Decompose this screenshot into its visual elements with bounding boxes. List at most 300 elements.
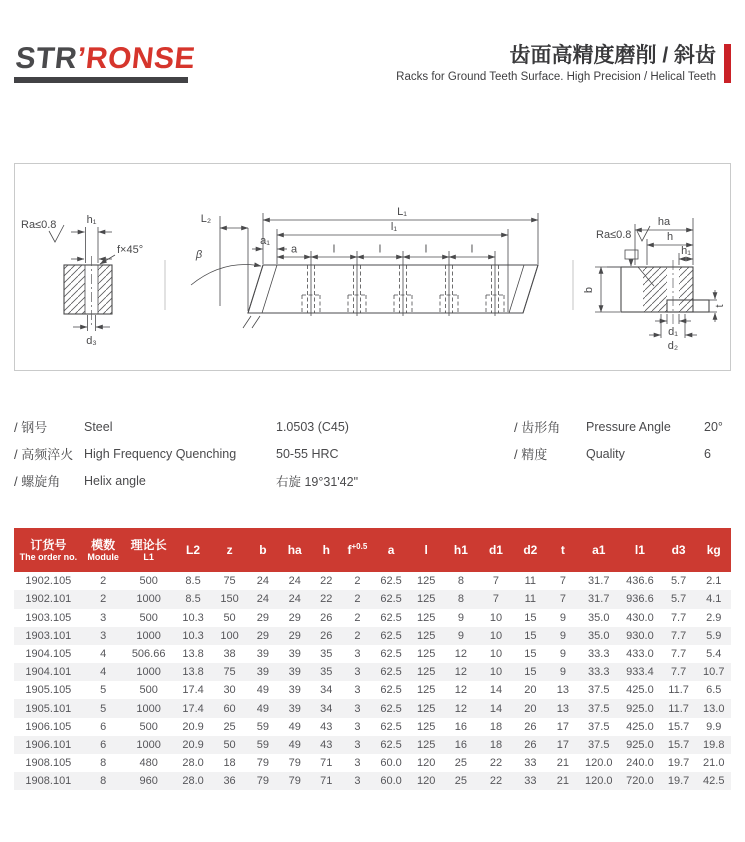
column-header: h [310, 528, 342, 572]
table-cell: 60.0 [380, 757, 402, 770]
table-cell: 7.7 [670, 611, 687, 624]
dim-label-a: a [290, 243, 298, 256]
table-cell: 18 [489, 738, 503, 751]
column-header: $f^{+0.5}$ [342, 528, 373, 572]
spec-row-quenching [14, 440, 514, 467]
dim-label-l: l [424, 243, 428, 256]
table-cell: 3 [354, 775, 361, 788]
table-cell: 79 [256, 757, 269, 770]
table-cell: 8 [100, 757, 107, 770]
table-cell: 7 [492, 593, 500, 606]
table-cell: 7.7 [670, 666, 687, 679]
table-cell: 125 [416, 738, 436, 751]
page-title-cn: 齿面高精度磨削 / 斜齿 [509, 44, 716, 67]
table-row [14, 645, 731, 663]
table-cell: 13.8 [182, 647, 204, 660]
title-block [396, 44, 731, 83]
technical-drawing [15, 164, 732, 370]
table-cell: 100 [220, 629, 239, 642]
table-cell: 506.66 [131, 647, 166, 660]
dim-label-a1: a₁ [260, 235, 270, 248]
table-cell: 20 [524, 702, 537, 715]
table-cell: 1905.105 [25, 684, 72, 697]
spec-label-cn: / 精度 [514, 447, 548, 463]
table-cell: 15.7 [667, 738, 690, 751]
column-header: z [212, 528, 246, 572]
table-cell: 480 [139, 757, 158, 770]
table-cell: 21 [556, 775, 570, 788]
table-cell: 10 [489, 647, 503, 660]
column-header: L2 [174, 528, 213, 572]
roughness-icon [637, 226, 650, 241]
table-cell: 24 [256, 575, 269, 588]
spec-label-cn: / 齿形角 [514, 420, 561, 436]
table-cell: 12 [454, 666, 467, 679]
table-cell: 35 [320, 666, 333, 679]
table-cell: 22 [489, 757, 503, 770]
table-cell: 21 [556, 757, 570, 770]
table-cell: 125 [416, 593, 436, 606]
table-cell: 59 [256, 738, 269, 751]
table-cell: 28.0 [182, 775, 204, 788]
table-cell: 18 [223, 757, 236, 770]
table-cell: 11.7 [668, 684, 689, 697]
spec-label-en: Helix angle [84, 473, 146, 488]
table-cell: 9 [559, 629, 566, 642]
table-cell: 17.4 [182, 684, 204, 697]
table-cell: 12 [454, 647, 467, 660]
table-cell: 125 [416, 720, 436, 733]
table-cell: 936.6 [626, 593, 654, 606]
table-cell: 3 [354, 720, 361, 733]
table-cell: 430.0 [626, 611, 654, 624]
table-cell: 3 [354, 684, 361, 697]
column-header: ha [279, 528, 311, 572]
table-cell: 31.7 [588, 593, 610, 606]
spec-label-cn: / 螺旋角 [14, 474, 61, 490]
right-section-view [583, 216, 726, 352]
table-cell: 42.5 [703, 775, 725, 788]
accent-bar [724, 44, 731, 83]
table-cell: 71 [320, 775, 333, 788]
chamfer-label: f×45° [117, 244, 144, 257]
spec-value: 1.0503 (C45) [276, 419, 349, 434]
table-cell: 6.5 [706, 684, 722, 697]
table-cell: 1903.101 [25, 629, 72, 642]
table-cell: 125 [416, 611, 436, 624]
table-cell: 79 [288, 775, 301, 788]
spec-row-helix-angle [14, 467, 514, 494]
spec-value: 20° [704, 419, 723, 434]
table-cell: 35.0 [588, 611, 610, 624]
dim-label-d3: d₃ [86, 335, 97, 348]
table-cell: 20.9 [182, 738, 204, 751]
table-cell: 15 [524, 666, 537, 679]
table-cell: 17 [556, 720, 570, 733]
specs-section [14, 413, 731, 494]
table-cell: 14 [489, 702, 503, 715]
table-cell: 10.3 [182, 611, 204, 624]
table-cell: 50 [223, 738, 236, 751]
table-cell: 49 [256, 702, 269, 715]
table-cell: 37.5 [588, 738, 610, 751]
table-cell: 1902.105 [25, 575, 72, 588]
table-cell: 59 [256, 720, 269, 733]
table-cell: 5.7 [670, 593, 687, 606]
table-cell: 125 [416, 629, 436, 642]
table-cell: 18 [489, 720, 503, 733]
table-cell: 34 [320, 684, 333, 697]
table-cell: 2 [354, 575, 361, 588]
table-cell: 36 [223, 775, 236, 788]
table-cell: 62.5 [380, 629, 402, 642]
titles [396, 44, 716, 83]
table-row [14, 663, 731, 681]
table-cell: 436.6 [626, 575, 654, 588]
table-cell: 10 [489, 666, 503, 679]
table-cell: 33.3 [588, 647, 610, 660]
table-cell: 62.5 [380, 684, 402, 697]
dim-label-l: l [332, 243, 336, 256]
table-cell: 125 [416, 702, 436, 715]
table-cell: 9 [559, 666, 566, 679]
table-cell: 2 [100, 593, 107, 606]
table-cell: 31.7 [588, 575, 610, 588]
table-cell: 39 [288, 702, 301, 715]
dim-label-l1: l₁ [390, 221, 398, 234]
table-cell: 150 [220, 593, 239, 606]
spec-label-en: Pressure Angle [586, 419, 671, 434]
dim-label-L1: L₁ [397, 206, 407, 219]
table-cell: 33 [524, 757, 537, 770]
table-cell: 39 [256, 666, 269, 679]
table-cell: 5 [100, 684, 107, 697]
logo-underline [14, 77, 188, 83]
table-cell: 11.7 [668, 702, 689, 715]
table-cell: 2 [354, 593, 361, 606]
logo-text [14, 44, 197, 74]
dim-label-ha: ha [657, 216, 671, 229]
spec-row-steel [14, 413, 514, 440]
table-cell: 49 [288, 738, 301, 751]
column-header: d3 [661, 528, 697, 572]
table-cell: 20.9 [182, 720, 204, 733]
table-cell: 62.5 [380, 702, 402, 715]
table-cell: 37.5 [588, 702, 610, 715]
table-cell: 5.4 [706, 647, 722, 660]
table-cell: 120 [416, 775, 436, 788]
table-cell: 7.7 [670, 647, 687, 660]
table-cell: 33 [524, 775, 537, 788]
logo-part-ronse: ’RONSE [75, 42, 197, 75]
spec-label-en: Steel [84, 419, 113, 434]
dim-label-d1: d₁ [668, 326, 678, 339]
table-cell: 49 [288, 720, 301, 733]
table-row [14, 754, 731, 772]
spec-label-en: High Frequency Quenching [84, 446, 237, 461]
table-cell: 62.5 [380, 666, 402, 679]
spec-label-en: Quality [586, 446, 625, 461]
table-cell: 8.5 [185, 575, 201, 588]
table-header-row [14, 528, 731, 572]
tolerance-frame-icon [625, 250, 638, 259]
side-view [191, 206, 538, 328]
spec-value: 6 [704, 446, 711, 461]
column-header: 模数 Module [83, 528, 124, 572]
column-header: 订货号 The order no. [14, 528, 83, 572]
table-cell: 19.7 [667, 775, 690, 788]
table-cell: 10 [489, 611, 503, 624]
table-cell: 29 [256, 611, 269, 624]
table-cell: 62.5 [380, 575, 402, 588]
table-cell: 8 [457, 575, 464, 588]
table-cell: 13.0 [703, 702, 725, 715]
table-cell: 425.0 [626, 720, 654, 733]
spec-value: 50-55 HRC [276, 446, 339, 461]
table-cell: 120.0 [584, 757, 613, 770]
table-cell: 3 [100, 629, 107, 642]
table-cell: 9 [559, 611, 566, 624]
table-cell: 26 [524, 720, 537, 733]
column-header: l [409, 528, 443, 572]
table-row [14, 699, 731, 717]
dim-label-L2: L₂ [200, 213, 212, 226]
table-cell: 500 [139, 575, 158, 588]
table-cell: 39 [288, 666, 301, 679]
table-cell: 3 [354, 757, 361, 770]
table-cell: 13.8 [182, 666, 204, 679]
table-cell: 6 [100, 720, 107, 733]
table-cell: 930.0 [626, 629, 654, 642]
table-cell: 1905.101 [25, 702, 72, 715]
table-cell: 39 [288, 647, 301, 660]
table-cell: 6 [100, 738, 107, 751]
column-header: b [247, 528, 279, 572]
dim-label-beta: β [195, 249, 203, 262]
table-cell: 29 [288, 611, 301, 624]
table-cell: 2.9 [706, 611, 722, 624]
table-cell: 21.0 [703, 757, 725, 770]
table-cell: 16 [454, 720, 467, 733]
dim-label-h: h [666, 231, 674, 244]
table-cell: 120.0 [584, 775, 613, 788]
table-cell: 24 [288, 593, 301, 606]
table-cell: 433.0 [626, 647, 654, 660]
spec-value: 右旋 19°31'42" [276, 474, 359, 489]
table-cell: 16 [454, 738, 467, 751]
table-row [14, 736, 731, 754]
table-cell: 25 [454, 775, 467, 788]
table-cell: 15.7 [667, 720, 690, 733]
table-cell: 125 [416, 684, 436, 697]
table-cell: 240.0 [626, 757, 654, 770]
table-cell: 500 [139, 720, 158, 733]
table-cell: 10.7 [703, 666, 725, 679]
table-cell: 75 [223, 666, 236, 679]
table-cell: 28.0 [182, 757, 204, 770]
page-header [0, 0, 745, 83]
brand-logo [13, 42, 197, 83]
column-header: t [548, 528, 579, 572]
table-cell: 7 [559, 593, 566, 606]
table-cell: 38 [223, 647, 236, 660]
dim-label-t: t [714, 304, 726, 308]
drawing-panel [14, 163, 731, 371]
table-cell: 26 [320, 611, 333, 624]
dim-label-b: b [583, 287, 595, 294]
table-cell: 14 [489, 684, 503, 697]
table-cell: 15 [524, 647, 537, 660]
table-cell: 25 [454, 757, 467, 770]
table-cell: 13 [556, 684, 570, 697]
table-row [14, 590, 731, 608]
column-header: d1 [479, 528, 513, 572]
table-cell: 8.5 [185, 593, 201, 606]
table-cell: 79 [256, 775, 269, 788]
table-cell: 1000 [136, 593, 161, 606]
table-cell: 7 [559, 575, 566, 588]
table-cell: 15 [524, 611, 537, 624]
table-cell: 37.5 [588, 720, 610, 733]
specs-right [514, 413, 731, 494]
table-row [14, 609, 731, 627]
table-cell: 2 [354, 611, 361, 624]
table-cell: 62.5 [380, 738, 402, 751]
table-cell: 5.9 [706, 629, 722, 642]
dim-label-l: l [378, 243, 382, 256]
table-cell: 1906.101 [25, 738, 72, 751]
table-cell: 5.7 [670, 575, 687, 588]
table-cell: 933.4 [626, 666, 654, 679]
table-cell: 9 [457, 629, 464, 642]
table-cell: 1904.105 [25, 647, 72, 660]
dim-label-d2: d₂ [667, 340, 679, 353]
table-cell: 1906.105 [25, 720, 72, 733]
spec-label-cn: / 钢号 [14, 420, 48, 436]
table-cell: 11 [524, 575, 537, 588]
roughness-label-right: Ra≤0.8 [596, 229, 632, 242]
column-header: l1 [619, 528, 661, 572]
table-cell: 62.5 [380, 593, 402, 606]
table-cell: 29 [256, 629, 269, 642]
table-cell: 4.1 [706, 593, 722, 606]
table-cell: 9 [457, 611, 464, 624]
table-row [14, 772, 731, 790]
table-cell: 13 [556, 702, 570, 715]
table-cell: 925.0 [626, 738, 654, 751]
table-cell: 62.5 [380, 647, 402, 660]
table-cell: 925.0 [626, 702, 654, 715]
table-cell: 1000 [136, 629, 161, 642]
table-cell: 500 [139, 684, 158, 697]
table-cell: 1904.101 [25, 666, 72, 679]
table-cell: 4 [100, 666, 107, 679]
table-cell: 1000 [136, 738, 161, 751]
column-header: a1 [578, 528, 619, 572]
table-cell: 2 [354, 629, 361, 642]
table-section [0, 528, 745, 790]
table-cell: 24 [288, 575, 301, 588]
table-cell: 425.0 [626, 684, 654, 697]
table-cell: 22 [320, 593, 333, 606]
table-cell: 17.4 [182, 702, 204, 715]
table-cell: 19.8 [703, 738, 725, 751]
table-cell: 26 [320, 629, 333, 642]
column-header: a [373, 528, 410, 572]
table-cell: 15 [524, 629, 537, 642]
table-cell: 500 [139, 611, 158, 624]
table-cell: 75 [223, 575, 236, 588]
table-cell: 3 [354, 702, 361, 715]
table-cell: 12 [454, 702, 467, 715]
table-cell: 71 [320, 757, 333, 770]
table-cell: 37.5 [588, 684, 610, 697]
table-cell: 12 [454, 684, 467, 697]
table-cell: 125 [416, 647, 436, 660]
spec-label-cn: / 高频淬火 [14, 447, 74, 463]
table-cell: 60.0 [380, 775, 402, 788]
table-cell: 1000 [136, 702, 161, 715]
page-title-en: Racks for Ground Teeth Surface. High Precision / Helical Teeth [396, 71, 716, 84]
table-cell: 29 [288, 629, 301, 642]
table-cell: 25 [223, 720, 236, 733]
table-cell: 17 [556, 738, 570, 751]
table-cell: 30 [223, 684, 236, 697]
column-header: 理论长 L1 [124, 528, 174, 572]
table-cell: 125 [416, 575, 436, 588]
table-cell: 1902.101 [25, 593, 72, 606]
table-cell: 39 [288, 684, 301, 697]
table-cell: 3 [100, 611, 107, 624]
table-cell: 720.0 [626, 775, 654, 788]
table-cell: 9 [559, 647, 566, 660]
dim-label-l: l [470, 243, 474, 256]
table-cell: 3 [354, 738, 361, 751]
table-cell: 120 [416, 757, 436, 770]
table-cell: 3 [354, 647, 361, 660]
column-header: h1 [443, 528, 479, 572]
table-cell: 20 [524, 684, 537, 697]
table-cell: 24 [256, 593, 269, 606]
spec-row-quality [514, 440, 731, 467]
table-cell: 62.5 [380, 611, 402, 624]
table-cell: 43 [320, 720, 333, 733]
table-cell: 3 [354, 666, 361, 679]
table-row [14, 718, 731, 736]
table-cell: 2 [100, 575, 107, 588]
table-cell: 960 [139, 775, 158, 788]
table-cell: 35.0 [588, 629, 610, 642]
table-cell: 7.7 [670, 629, 687, 642]
table-cell: 10 [489, 629, 503, 642]
table-cell: 79 [288, 757, 301, 770]
spec-table [14, 528, 731, 790]
specs-left [14, 413, 514, 494]
table-cell: 33.3 [588, 666, 610, 679]
table-cell: 39 [256, 647, 269, 660]
left-section-view [21, 214, 143, 347]
table-cell: 4 [100, 647, 107, 660]
table-cell: 50 [223, 611, 236, 624]
table-row [14, 572, 731, 590]
table-cell: 1908.105 [25, 757, 72, 770]
logo-part-str: STR [13, 42, 79, 75]
table-cell: 7 [492, 575, 500, 588]
table-cell: 62.5 [380, 720, 402, 733]
table-cell: 49 [256, 684, 269, 697]
table-cell: 1908.101 [25, 775, 72, 788]
table-cell: 2.1 [706, 575, 722, 588]
